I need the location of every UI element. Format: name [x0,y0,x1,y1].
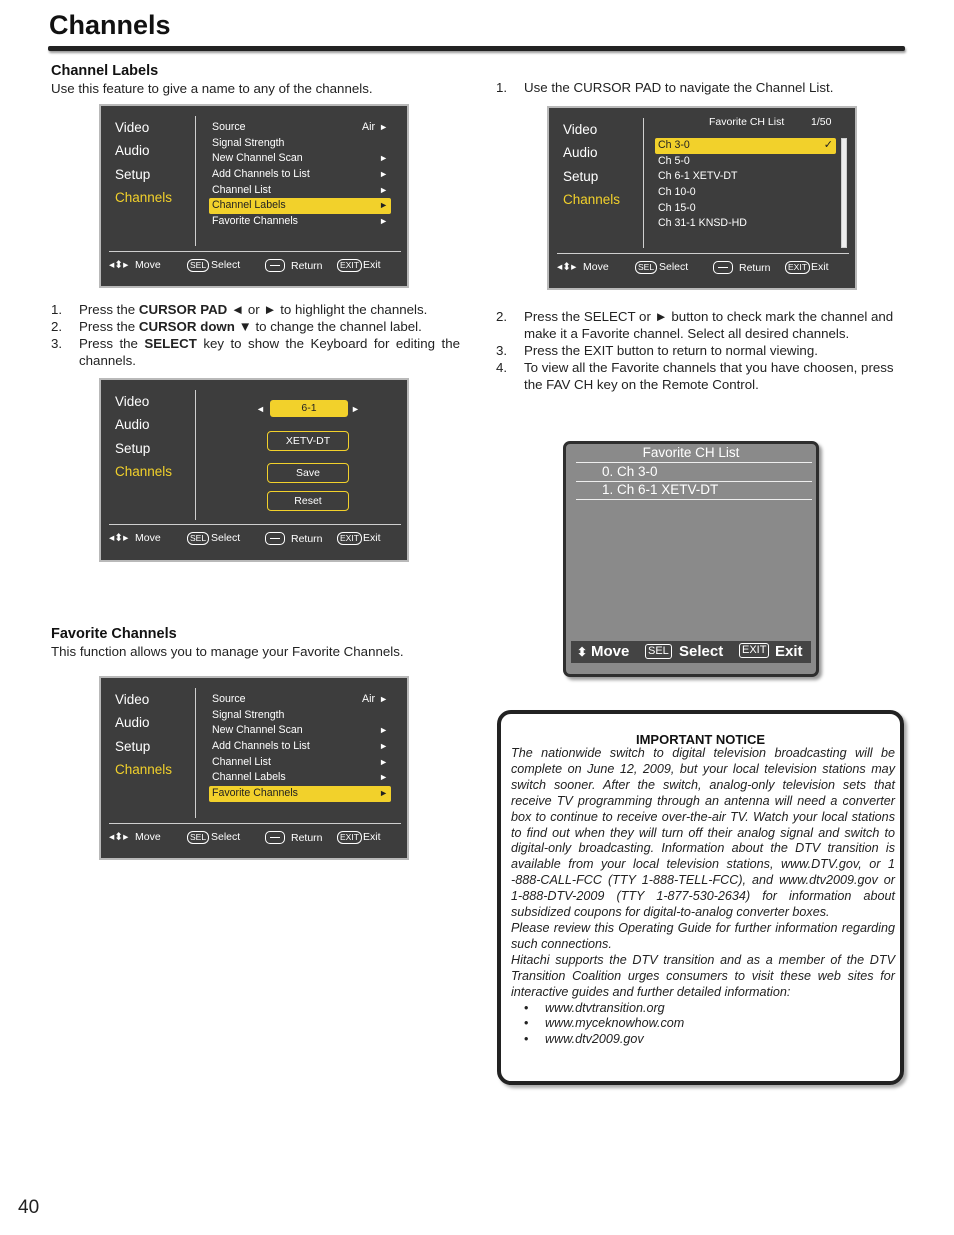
tv-button-bar: ◂⬍▸ Move SEL Select Return EXIT Exit [109,831,381,844]
tv-left-menu-item-active: Channels [115,463,173,479]
tv-left-menu [115,116,172,209]
reset-button[interactable]: Reset [267,491,349,511]
tv-screen-label-editor [99,378,409,562]
tv-menu-row: New Channel Scan ► [212,152,388,165]
favorite-channels-heading: Favorite Channels [51,626,177,642]
tv-screen-favorite-channels [99,676,409,860]
right-arrow-icon[interactable]: ► [351,404,360,414]
tv-menu-row-highlighted: Favorite Channels ► [209,786,391,802]
page-title: Channels [49,10,171,40]
move-icon: ◂⬍▸ [109,532,129,544]
sel-key-icon: SEL [187,532,209,545]
up-down-icon: ⬍ [577,645,588,659]
tv-menu-row: Channel List ► [212,755,388,768]
fav-channel-row[interactable]: Ch 15-0 [658,201,696,214]
tv-menu-row: Channel List ► [212,183,388,196]
tv-channel-menu [209,120,391,230]
tv-left-menu [563,118,620,211]
sel-key-icon: SEL [187,831,209,844]
tv-left-menu [115,390,172,483]
save-button[interactable]: Save [267,463,349,483]
move-icon: ◂⬍▸ [109,831,129,843]
page-number: 40 [18,1197,40,1218]
channel-labels-heading: Channel Labels [51,63,159,79]
tv-left-menu-item: Setup [115,738,151,754]
tv-button-bar: ◂⬍▸ Move SEL Select Return EXIT Exit [109,259,381,272]
exit-key-icon: EXIT [337,831,362,844]
channel-name-field[interactable]: XETV-DT [267,431,349,451]
move-icon: ◂⬍▸ [109,259,129,271]
tv-left-menu-item: Audio [115,715,150,731]
step-item: 3. Press the EXIT button to return to normal viewing. [496,343,818,358]
step-item: 1. Press the CURSOR PAD ◄ or ► to highlight the channels. [51,302,428,317]
step-item: 4. To view all the Favorite channels that you have choosen, press the FAV CH key on the Remote Control. [496,360,894,392]
step-item: 1. Use the CURSOR PAD to navigate the Channel List. [496,80,834,95]
tv-left-menu-item: Video [563,122,598,137]
tv-channel-menu [209,692,391,802]
exit-key-icon: EXIT [337,259,362,272]
tv-menu-row: Signal Strength [212,708,285,721]
fav-channel-row[interactable]: Ch 5-0 [658,154,690,167]
tv-button-bar: ◂⬍▸ Move SEL Select Return EXIT Exit [557,261,829,274]
left-arrow-icon[interactable]: ◄ [256,404,265,414]
tv-left-menu-item-active: Channels [115,189,173,205]
step-item: 3. Press the SELECT key to show the Keyboard for editing the channels. [51,336,460,368]
tv-left-menu-item: Setup [115,166,151,182]
tv-menu-row: Source Air ► [212,121,388,133]
tv-menu-row: Signal Strength [212,136,285,149]
notice-paragraph: Hitachi supports the DTV transition and as a member of the DTV Transition Coalition urges consumers to visit these web sites for interactive guides and further detailed information: [511,952,895,999]
exit-key-icon: EXIT [785,261,810,274]
notice-paragraph: The nationwide switch to digital television broadcasting will be complete on June 12, 2009, but your local television stations may switch sooner. After the switch, analog-only television sets that receive TV programming through an antenna will need a converter box to continue to receive over-the-air TV. Watch your local stations to find out when they will turn off their analog signal and switch to digital-only broadcasting. Information about the DTV transition is available from your local television stations, www.DTV.gov, or 1 -888-CALL-FCC (TTY 1-888-TELL-FCC), and www.dtv2009.gov or 1-888-DTV-2009 (TTY 1-877-530-2634) for information about subsidized coupons for digital-to-analog converter boxes. [511,746,895,920]
fav-channel-list [655,138,836,232]
right-step-1 [496,79,906,96]
important-notice-box [497,710,904,1085]
tv-left-menu-item: Audio [563,145,598,161]
move-icon: ◂⬍▸ [557,261,577,273]
tv-left-menu-item: Video [115,394,150,409]
notice-link: • www.dtv2009.gov [511,1032,895,1048]
right-steps [496,308,906,393]
exit-key-icon: EXIT [337,532,362,545]
tv-button-bar: ◂⬍▸ Move SEL Select Return EXIT Exit [109,532,381,545]
sel-key-icon: SEL [187,259,209,272]
notice-link: • www.myceknowhow.com [511,1016,895,1032]
tv-screen-favorite-ch-list [547,106,857,290]
tv-left-menu-item: Audio [115,417,150,433]
favorite-channels-intro: This function allows you to manage your Favorite Channels. [51,644,404,659]
step-item: 2. Press the CURSOR down ▼ to change the channel label. [51,319,422,334]
notice-paragraph: Please review this Operating Guide for further information regarding such connections. [511,920,895,951]
notice-link: • www.dtvtransition.org [511,1001,895,1017]
sel-key-icon: SEL [645,644,672,659]
tv-menu-row: Add Channels to List ► [212,168,388,181]
tv-menu-row: Add Channels to List ► [212,740,388,753]
step-item: 2. Press the SELECT or ► button to check mark the channel and make it a Favorite channel. Select all desired channels. [496,309,894,341]
fav-list-popup [563,441,819,677]
title-rule [48,46,905,51]
tv-menu-row: New Channel Scan ► [212,724,388,737]
fav-channel-row[interactable]: Ch 31-1 KNSD-HD [658,217,747,230]
tv-menu-row: Channel Labels ► [212,771,388,784]
tv-menu-row-highlighted: Channel Labels ► [209,198,391,214]
notice-title: IMPORTANT NOTICE [635,732,766,747]
fav-channel-row[interactable]: Ch 6-1 XETV-DT [658,170,738,183]
tv-menu-row: Favorite Channels ► [212,215,388,228]
channel-labels-intro: Use this feature to give a name to any of the channels. [51,81,373,96]
channel-number-selector[interactable]: 6-1 [270,400,348,417]
tv-left-menu-item: Video [115,692,150,707]
channel-labels-steps [51,301,460,369]
sel-key-icon: SEL [635,261,657,274]
tv-left-menu-item: Setup [115,440,151,456]
fav-list-title: Favorite CH List [709,116,785,128]
fav-popup-button-bar: ⬍ Move SEL Select EXIT Exit [571,641,811,663]
fav-list-scrollbar[interactable] [841,138,847,248]
tv-left-menu-item-active: Channels [563,191,621,207]
fav-popup-title: Favorite CH List [642,445,740,460]
tv-screen-channel-labels [99,104,409,288]
tv-left-menu-item: Setup [563,168,599,184]
fav-channel-row-highlighted[interactable]: Ch 3-0 ✓ [655,138,836,154]
notice-links [511,1001,895,1049]
fav-popup-item[interactable]: 0. Ch 3-0 [576,463,812,482]
exit-key-icon: EXIT [739,643,769,658]
fav-list-page: 1/50 [811,116,832,128]
tv-menu-row: Source Air ► [212,693,388,705]
notice-body [511,746,895,1048]
tv-left-menu-item: Video [115,120,150,135]
fav-channel-row[interactable]: Ch 10-0 [658,186,696,199]
tv-left-menu [115,688,172,781]
tv-left-menu-item-active: Channels [115,761,173,777]
fav-popup-item[interactable]: 1. Ch 6-1 XETV-DT [576,481,812,500]
tv-left-menu-item: Audio [115,143,150,159]
check-icon: ✓ [823,139,833,151]
